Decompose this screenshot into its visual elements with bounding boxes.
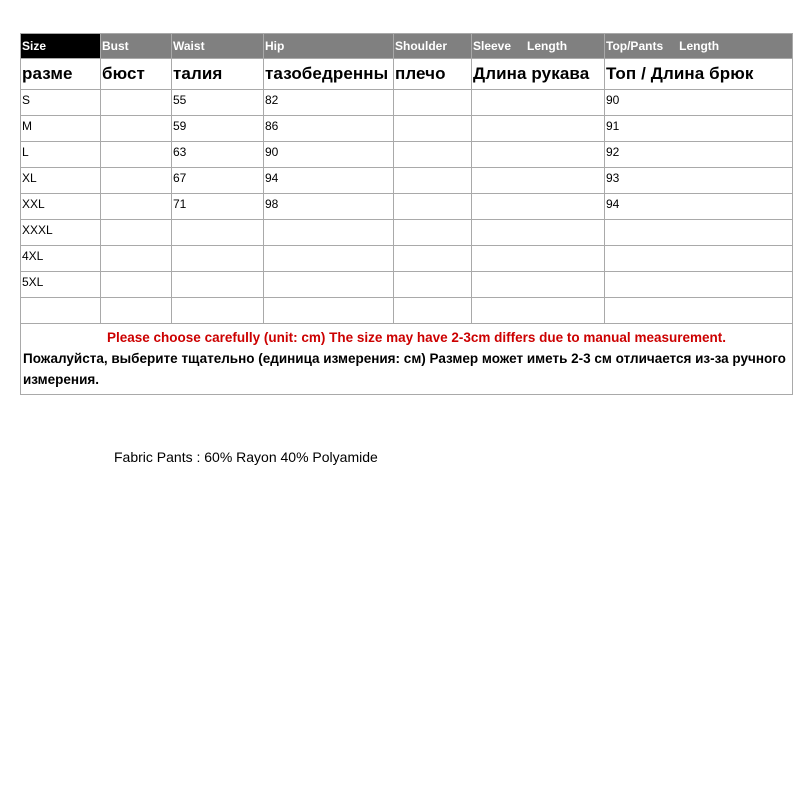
cell-shoulder (394, 272, 472, 298)
cell-sleeve-length (472, 168, 605, 194)
table-row (21, 90, 793, 116)
cell-value (265, 246, 393, 249)
cell-top-pants-length (605, 246, 793, 272)
cell-bust (101, 298, 172, 324)
cell-value (395, 298, 471, 301)
cell-value (606, 220, 792, 223)
cell-waist (172, 142, 264, 168)
cell-value (265, 220, 393, 223)
cell-value (473, 90, 604, 93)
cell-hip (264, 142, 394, 168)
cell-sleeve-length (472, 116, 605, 142)
cell-value (22, 298, 100, 301)
cell-top-pants-length (605, 116, 793, 142)
cell-bust (101, 272, 172, 298)
cell-value (102, 142, 171, 145)
cell-value (395, 272, 471, 275)
cell-hip (264, 298, 394, 324)
cell-waist (172, 90, 264, 116)
cell-shoulder (394, 142, 472, 168)
header-row-russian (21, 59, 793, 90)
cell-value (473, 220, 604, 223)
cell-value (395, 90, 471, 93)
cell-value: 4XL (22, 249, 44, 263)
header-size: Size (21, 34, 101, 59)
header-row-english (21, 34, 793, 59)
header-ru-hip: тазобедренны (264, 59, 394, 90)
cell-hip (264, 194, 394, 220)
cell-waist (172, 168, 264, 194)
cell-value (102, 194, 171, 197)
cell-value: 82 (265, 93, 279, 107)
cell-size (21, 168, 101, 194)
cell-top-pants-length (605, 142, 793, 168)
cell-value (473, 168, 604, 171)
cell-waist (172, 246, 264, 272)
fabric-composition: Fabric Pants : 60% Rayon 40% Polyamide (114, 449, 378, 465)
cell-value (395, 168, 471, 171)
table-row (21, 194, 793, 220)
header-hip: Hip (264, 34, 394, 59)
cell-shoulder (394, 298, 472, 324)
cell-top-pants-length (605, 220, 793, 246)
cell-bust (101, 142, 172, 168)
cell-value: 94 (606, 197, 620, 211)
cell-value: 94 (265, 171, 279, 185)
cell-value: 71 (173, 197, 187, 211)
header-shoulder: Shoulder (394, 34, 472, 59)
cell-size (21, 246, 101, 272)
cell-value: 63 (173, 145, 187, 159)
cell-value: 91 (606, 119, 620, 133)
cell-value: 92 (606, 145, 620, 159)
cell-value (102, 220, 171, 223)
cell-value: 59 (173, 119, 187, 133)
cell-value: 98 (265, 197, 279, 211)
table-row (21, 220, 793, 246)
table-row (21, 142, 793, 168)
cell-waist (172, 194, 264, 220)
cell-value (473, 272, 604, 275)
cell-value: XXXL (22, 223, 53, 237)
cell-value (265, 298, 393, 301)
cell-value (473, 246, 604, 249)
table-row (21, 116, 793, 142)
cell-top-pants-length (605, 194, 793, 220)
cell-value (473, 116, 604, 119)
cell-value (173, 220, 263, 223)
cell-hip (264, 272, 394, 298)
cell-value (395, 220, 471, 223)
size-rows (21, 90, 793, 324)
cell-waist (172, 116, 264, 142)
note-russian: Пожалуйста, выберите тщательно (единица измерения: см) Размер может иметь 2-3 см отличается из-за ручного измерения. (23, 351, 786, 387)
cell-size (21, 272, 101, 298)
cell-value (173, 246, 263, 249)
cell-value: XL (22, 171, 37, 185)
cell-value: 86 (265, 119, 279, 133)
header-ru-waist: талия (172, 59, 264, 90)
table-row (21, 272, 793, 298)
cell-bust (101, 220, 172, 246)
cell-value (395, 194, 471, 197)
cell-size (21, 220, 101, 246)
cell-value (473, 298, 604, 301)
cell-value (102, 298, 171, 301)
cell-value: M (22, 119, 32, 133)
cell-shoulder (394, 220, 472, 246)
cell-waist (172, 298, 264, 324)
cell-value: XXL (22, 197, 45, 211)
cell-shoulder (394, 194, 472, 220)
cell-size (21, 116, 101, 142)
cell-hip (264, 90, 394, 116)
cell-waist (172, 220, 264, 246)
cell-sleeve-length (472, 90, 605, 116)
cell-hip (264, 246, 394, 272)
cell-size (21, 142, 101, 168)
cell-value (102, 246, 171, 249)
header-ru-bust: бюст (101, 59, 172, 90)
cell-value: 90 (265, 145, 279, 159)
cell-value (395, 246, 471, 249)
cell-value (102, 168, 171, 171)
cell-value (173, 272, 263, 275)
cell-sleeve-length (472, 272, 605, 298)
header-ru-shoulder: плечо (394, 59, 472, 90)
cell-value: L (22, 145, 29, 159)
cell-value (102, 90, 171, 93)
cell-bust (101, 194, 172, 220)
cell-value: 90 (606, 93, 620, 107)
cell-sleeve-length (472, 194, 605, 220)
table-row (21, 246, 793, 272)
cell-size (21, 298, 101, 324)
cell-value (473, 142, 604, 145)
cell-sleeve-length (472, 246, 605, 272)
cell-sleeve-length (472, 142, 605, 168)
header-ru-top-pants-length: Топ / Длина брюк (605, 59, 793, 90)
cell-hip (264, 116, 394, 142)
header-ru-sleeve-length: Длина рукава (472, 59, 605, 90)
cell-shoulder (394, 246, 472, 272)
cell-bust (101, 116, 172, 142)
header-sleeve-length: Sleeve Length (472, 34, 605, 59)
table-row (21, 298, 793, 324)
header-top-pants-length: Top/Pants Length (605, 34, 793, 59)
cell-waist (172, 272, 264, 298)
note-row (21, 324, 793, 395)
size-chart-table (20, 33, 793, 395)
cell-size (21, 90, 101, 116)
cell-bust (101, 90, 172, 116)
header-bust: Bust (101, 34, 172, 59)
cell-top-pants-length (605, 168, 793, 194)
cell-value (395, 116, 471, 119)
note-english: Please choose carefully (unit: cm) The size may have 2-3cm differs due to manual measurement. (107, 330, 726, 345)
cell-value: 55 (173, 93, 187, 107)
cell-value (395, 142, 471, 145)
cell-shoulder (394, 90, 472, 116)
cell-value (173, 298, 263, 301)
cell-top-pants-length (605, 90, 793, 116)
cell-value: 5XL (22, 275, 44, 289)
table-row (21, 168, 793, 194)
header-waist: Waist (172, 34, 264, 59)
cell-value (606, 246, 792, 249)
cell-value (606, 272, 792, 275)
cell-top-pants-length (605, 298, 793, 324)
cell-value: 93 (606, 171, 620, 185)
cell-shoulder (394, 168, 472, 194)
cell-bust (101, 168, 172, 194)
cell-value (473, 194, 604, 197)
cell-bust (101, 246, 172, 272)
cell-value (606, 298, 792, 301)
header-ru-size: разме (21, 59, 101, 90)
cell-value (102, 272, 171, 275)
cell-value (265, 272, 393, 275)
cell-shoulder (394, 116, 472, 142)
cell-sleeve-length (472, 220, 605, 246)
cell-value: 67 (173, 171, 187, 185)
cell-hip (264, 220, 394, 246)
cell-top-pants-length (605, 272, 793, 298)
cell-hip (264, 168, 394, 194)
note-cell (21, 324, 793, 395)
cell-size (21, 194, 101, 220)
cell-value (102, 116, 171, 119)
cell-value: S (22, 93, 31, 107)
cell-sleeve-length (472, 298, 605, 324)
